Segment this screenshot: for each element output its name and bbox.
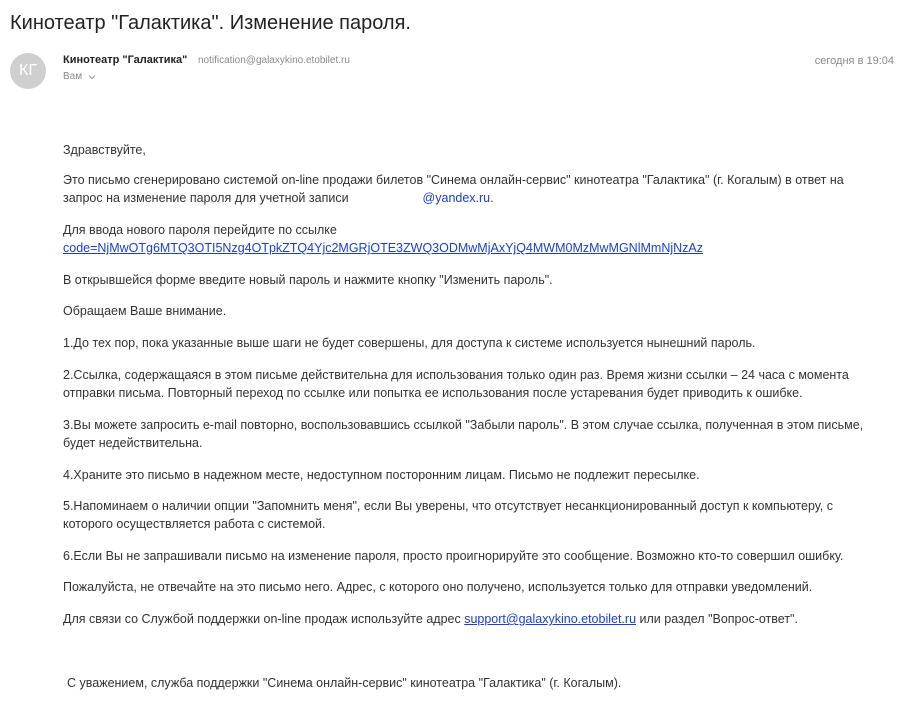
chevron-down-icon[interactable] <box>88 73 96 81</box>
note-5-line-1: 5.Напоминаем о наличии опции "Запомнить меня", если Вы уверены, что отсутствует несанкционированный доступ к компьютеру, с <box>63 499 833 513</box>
support-email-link[interactable]: support@galaxykino.etobilet.ru <box>464 612 637 626</box>
note-2-line-1: 2.Ссылка, содержащаяся в этом письме действительна для использования только один раз. Время жизни ссылки – 24 часа с момента <box>63 368 849 382</box>
attention-heading: Обращаем Ваше внимание. <box>63 304 227 318</box>
email-date: сегодня в 19:04 <box>814 55 894 67</box>
sender-name[interactable]: Кинотеатр "Галактика" <box>63 54 188 66</box>
reset-link-row <box>63 240 703 257</box>
recipient-toggle[interactable] <box>63 71 96 82</box>
form-instruction: В открывшейся форме введите новый пароль и нажмите кнопку "Изменить пароль". <box>63 273 553 287</box>
note-3-line-2: будет недействительна. <box>63 436 203 450</box>
note-2-line-2: отправки письма. Повторный переход по ссылке или попытка ее использования после устаревания будет приводить к ошибке. <box>63 386 803 400</box>
link-intro: Для ввода нового пароля перейдите по ссылке <box>63 223 337 237</box>
account-email[interactable]: @yandex.ru. <box>422 191 494 205</box>
note-6: 6.Если Вы не запрашивали письмо на изменение пароля, просто проигнорируйте это сообщение. Возможно кто-то совершил ошибку. <box>63 549 844 563</box>
email-subject: Кинотеатр "Галактика". Изменение пароля. <box>10 12 411 34</box>
intro-line-1: Это письмо сгенерировано системой on-line продажи билетов "Синема онлайн-сервис" кинотеатра "Галактика" (г. Когалым) в ответ на <box>63 173 844 187</box>
intro-line-2 <box>63 190 494 207</box>
no-reply-notice: Пожалуйста, не отвечайте на это письмо него. Адрес, с которого оно получено, используется только для отправки уведомлений. <box>63 580 813 594</box>
note-1: 1.До тех пор, пока указанные выше шаги не будет совершены, для доступа к системе используется нынешний пароль. <box>63 336 756 350</box>
sender-avatar[interactable]: КГ <box>10 53 46 89</box>
sender-email[interactable]: notification@galaxykino.etobilet.ru <box>198 55 350 66</box>
note-4: 4.Храните это письмо в надежном месте, недоступном посторонним лицам. Письмо не подлежит пересылке. <box>63 468 700 482</box>
greeting: Здравствуйте, <box>63 143 146 157</box>
signature: С уважением, служба поддержки "Синема онлайн-сервис" кинотеатра "Галактика" (г. Когалым). <box>67 676 622 690</box>
recipient-label: Вам <box>63 71 83 82</box>
support-prefix: Для связи со Службой поддержки on-line продаж используйте адрес <box>63 612 461 626</box>
intro-line-2-text: запрос на изменение пароля для учетной записи <box>63 191 349 205</box>
reset-password-link[interactable]: code=NjMwOTg6MTQ3OTI5Nzg4OTpkZTQ4Yjc2MGRjOTE3ZWQ3ODMwMjAxYjQ4MWM0MzMwMGNlMmNjNzAz <box>63 241 703 255</box>
note-5-line-2: которого осуществляется работа с системой. <box>63 517 326 531</box>
support-contact <box>63 611 798 628</box>
note-3-line-1: 3.Вы можете запросить e-mail повторно, воспользовавшись ссылкой "Забыли пароль". В этом случае ссылка, полученная в этом письме, <box>63 418 864 432</box>
support-suffix: или раздел "Вопрос-ответ". <box>639 612 798 626</box>
